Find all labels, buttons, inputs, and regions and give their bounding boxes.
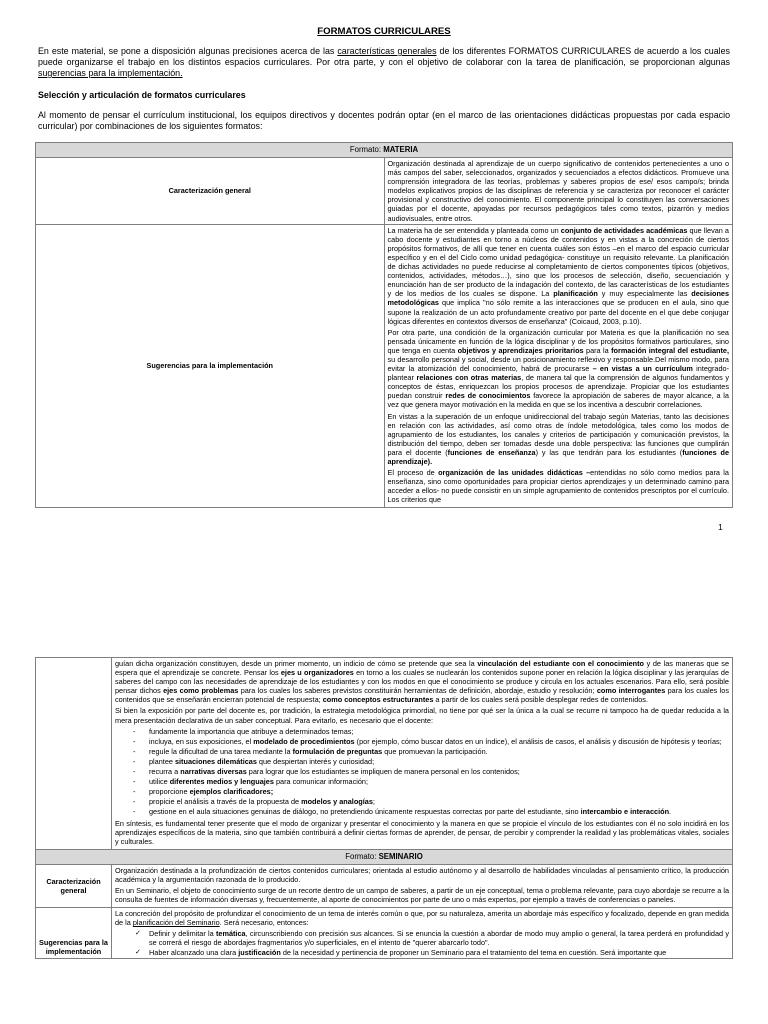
- seminario-header-row: [36, 849, 733, 864]
- carac-label: Caracterización general: [36, 158, 385, 225]
- teacher-list: [115, 727, 729, 817]
- section-intro: Al momento de pensar el currículum institucional, los equipos directivos y docentes podrán optar (en el marco de las orientaciones didácticas propuestas por cada espacio curricular) por combinaciones de los siguientes formatos:: [38, 110, 730, 131]
- continuation-cell: [112, 658, 733, 850]
- list-item: - gestione en el aula situaciones genuinas de diálogo, no pretendiendo únicamente respuestas correctas por parte del estudiante, sino intercambio e interacción.: [115, 807, 729, 816]
- page-number: 1: [718, 522, 723, 532]
- header-prefix: Formato:: [349, 145, 384, 154]
- materia-carac-row: [36, 158, 733, 225]
- sug-label: Sugerencias para la implementación: [36, 224, 385, 508]
- list-item: - propicie el análisis a través de la propuesta de modelos y analogías;: [115, 797, 729, 806]
- intro-underlined-2: sugerencias para la implementación.: [38, 68, 183, 78]
- sug-paragraph-2: Por otra parte, una condición de la organización curricular por Materia es que la planificación no sea pensada únicamente en función de la lógica disciplinar y de los propósitos formativos particulares, sino que tenga en cuenta objetivos y aprendizajes prioritarios para la formación integral del estudiante, su desarrollo personal y social, desde un posicionamiento reflexivo y responsable.Del mismo modo, para evitar la atomización del conocimiento, habrá de procurarse – en vistas a un currículum integrado- plantear relaciones con otras materias, de manera tal que la comprensión de algunos fundamentos y conceptos de éstas, enriquezcan los propios procesos de aprendizaje. Propiciar que los estudiantes puedan construir redes de conocimientos favorece la apropiación de saberes de mayor alcance, a la vez que genera mayor motivación en la medida en que se los incentiva a descubrir correlaciones.: [387, 327, 730, 410]
- list-item: - incluya, en sus exposiciones, el modelado de procedimientos (por ejemplo, cómo buscar datos en un índice), el análisis de casos, el análisis y discusión de hipótesis y teorías;: [115, 737, 729, 746]
- seminario-sug-cell: [112, 908, 733, 958]
- section-heading: Selección y articulación de formatos curriculares: [38, 90, 246, 100]
- sug-paragraph-1: La materia ha de ser entendida y planteada como un conjunto de actividades académicas que llevan a cabo docente y estudiantes en torno a núcleos de contenidos y en vistas a la concreción de ciertos propósitos formativos, de allí que tener en cuenta cuáles son éstos –en el marco del espacio curricular específico y en el del Ciclo como unidad pedagógica- constituye un requisito relevante. La planificación de dichas actividades no puede reducirse al completamiento de ciertos componentes típicos (objetivos, contenidos, actividades, métodos…), sino que los procesos de selección, diseño, secuenciación y enunciación han de ser producto de la indagación del contexto, de las características de los estudiantes y de los medios de los cuales se dispone. La planificación y muy especialmente las decisiones metodológicas que implica "no sólo remite a las interacciones que se producen en el aula, sino que supone la realización de un acto profundamente creativo por parte del docente en el que debe conjugar lógicas diferentes en contextos diversos de enseñanza" (Coicaud, 2003, p.10).: [387, 225, 730, 326]
- document-title: FORMATOS CURRICULARES: [317, 26, 451, 37]
- seminario-header: [36, 849, 733, 864]
- continuation-table: [35, 657, 733, 959]
- materia-header-row: [36, 143, 733, 158]
- sug-paragraph-4: El proceso de organización de las unidades didácticas –entendidas no sólo como medios para la enseñanza, sino como oportunidades para propiciar ciertos aprendizajes y un determinado camino para acceder a ellos- no puede consistir en un simple agrupamiento de contenidos prescriptos por el currículo. Los criterios que: [387, 468, 729, 505]
- page-gap: [0, 548, 768, 656]
- list-item: - utilice diferentes medios y lenguajes para comunicar información;: [115, 777, 729, 786]
- cont-paragraph-2: Si bien la exposición por parte del docente es, por tradición, la estrategia metodológica primordial, no tiene por qué ser la única a la cual se recurre ni tampoco ha de quedar reducida a la mera presentación declarativa de un saber conceptual. Para evitarlo, es necesario que el docente:: [115, 706, 729, 725]
- seminario-sug-row: [36, 908, 733, 958]
- seminario-sug-paragraph-1: La concreción del propósito de profundizar el conocimiento de un tema de interés común o que, por su naturaleza, amerita un abordaje más específico y focalizado, depende en gran medida de la planificación del Seminario. Será necesario, entonces:: [115, 909, 729, 928]
- continuation-label-cell: [36, 658, 112, 850]
- materia-sug-row: [36, 224, 733, 508]
- format-name: MATERIA: [383, 145, 419, 154]
- seminario-carac-paragraph-2: En un Seminario, el objeto de conocimiento surge de un recorte dentro de un campo de saberes, a partir de un eje conceptual, tema o problema relevante, para cuyo abordaje se recurre a la consulta de fuentes de información diversas y, frecuentemente, al aporte de conocimientos por parte de uno o más expertos, por ejemplo a través de conferencias o paneles.: [115, 885, 729, 905]
- materia-table: [35, 142, 733, 508]
- list-item: ✓ Definir y delimitar la temática, circunscribiendo con precisión sus alcances. Si se enuncia la cuestión a abordar de modo muy amplio o general, la tarea perderá en profundidad y se correrá el riesgo de abordajes fragmentarios y/o superficiales, en el intento de "querer abarcarlo todo".: [115, 929, 729, 947]
- seminario-carac-row: [36, 864, 733, 907]
- seminario-carac-cell: [112, 864, 733, 907]
- list-item: - plantee situaciones dilemáticas que despiertan interés y curiosidad;: [115, 757, 729, 766]
- sug-label: Sugerencias para la implementación: [36, 908, 112, 958]
- seminario-carac-paragraph-1: Organización destinada a la profundización de ciertos contenidos curriculares; orientada al estudio autónomo y al desarrollo de habilidades vinculadas al pensamiento crítico, la producción académica y la argumentación razonada de lo producido.: [115, 865, 729, 884]
- sug-paragraph-3: En vistas a la superación de un enfoque unidireccional del trabajo según Materias, tanto las decisiones en relación con las actividades, así como otras de índole metodológica, tales como los modos de agrupamiento de los estudiantes, los canales y criterios de participación y comunicación previstos, la distribución del tiempo, deben ser tomadas desde una doble perspectiva: las funciones que cumplirán para el docente (funciones de enseñanza) y las que tendrán para los estudiantes (funciones de aprendizaje).: [387, 411, 730, 466]
- seminario-checklist: [115, 929, 729, 956]
- cont-paragraph-1: guían dicha organización constituyen, desde un primer momento, un indicio de cómo se pretende que sea la vinculación del estudiante con el conocimiento y de las maneras que se espera que el aprendizaje se concrete. Pensar los ejes u organizadores en torno a los cuales se nuclearán los contenidos supone poner en relación la lógica disciplinar y las jerarquías de saberes del campo con las necesidades de aprendizaje de los estudiantes y con los modos en que el conocimiento se produce y circula en los actuales escenarios. Para ello, será posible pensar dichos ejes como problemas para los cuales los saberes previstos constituirán herramientas de definición, abordaje, estudio y resolución; como interrogantes para los cuales los contenidos que se enseñarán encierran potencial de respuesta; como conceptos estructurantes a partir de los cuales será posible desplegar redes de contenidos.: [115, 659, 730, 705]
- document-page-2: [0, 656, 768, 1024]
- carac-text: Organización destinada al aprendizaje de un cuerpo significativo de contenidos pertenecientes a uno o más campos del saber, seleccionados, organizados y secuenciados a efectos didácticos. Promueve una comprensión integradora de las teorías, problemas y saberes propios de ese/ esos campo/s; brinda modelos explicativos propios de las disciplinas de referencia y se caracteriza por reconocer el carácter provisional y constructivo del conocimiento. El componente principal lo constituyen las conversaciones guiadas por el docente, apoyadas por recursos pedagógicos tales como textos, pizarrón y medios audiovisuales, entre otros.: [384, 158, 733, 225]
- format-name: SEMINARIO: [378, 851, 423, 861]
- list-item: - recurra a narrativas diversas para lograr que los estudiantes se impliquen de manera personal en los contenidos;: [115, 767, 729, 776]
- intro-paragraph: [38, 46, 730, 79]
- list-item: - fundamente la importancia que atribuye a determinados temas;: [115, 727, 729, 736]
- list-item: ✓ Haber alcanzado una clara justificación de la necesidad y pertinencia de proponer un Seminario para el tratamiento del tema en cuestión. Será importante que: [115, 948, 729, 957]
- intro-underlined-1: características generales: [337, 46, 437, 56]
- sug-cell: [384, 224, 733, 508]
- carac-label: Caracterización general: [36, 864, 112, 907]
- materia-header: [36, 143, 733, 158]
- intro-text-2: de los diferentes FORMATOS CURRICULARES de acuerdo a los cuales puede organizarse el trabajo en los distintos espacios curriculares. Por otra parte, y con el objetivo de colaborar con la tarea de planificación, se proporcionan algunas: [38, 46, 730, 67]
- continuation-row: [36, 658, 733, 850]
- cont-paragraph-3: En síntesis, es fundamental tener presente que el modo de organizar y presentar el conocimiento y la manera en que se propicie el vínculo de los estudiantes con él no solo incidirá en los aprendizajes específicos de la materia, sino que también contribuirá a definir ciertas formas de aprender, de pensar, de percibir y comprender la realidad y las problemáticas vitales, sociales y culturales.: [115, 818, 729, 846]
- intro-text-1: En este material, se pone a disposición algunas precisiones acerca de las: [38, 46, 338, 56]
- list-item: - proporcione ejemplos clarificadores;: [115, 787, 729, 796]
- list-item: - regule la dificultad de una tarea mediante la formulación de preguntas que promuevan la participación.: [115, 747, 729, 756]
- header-prefix: Formato:: [345, 851, 379, 861]
